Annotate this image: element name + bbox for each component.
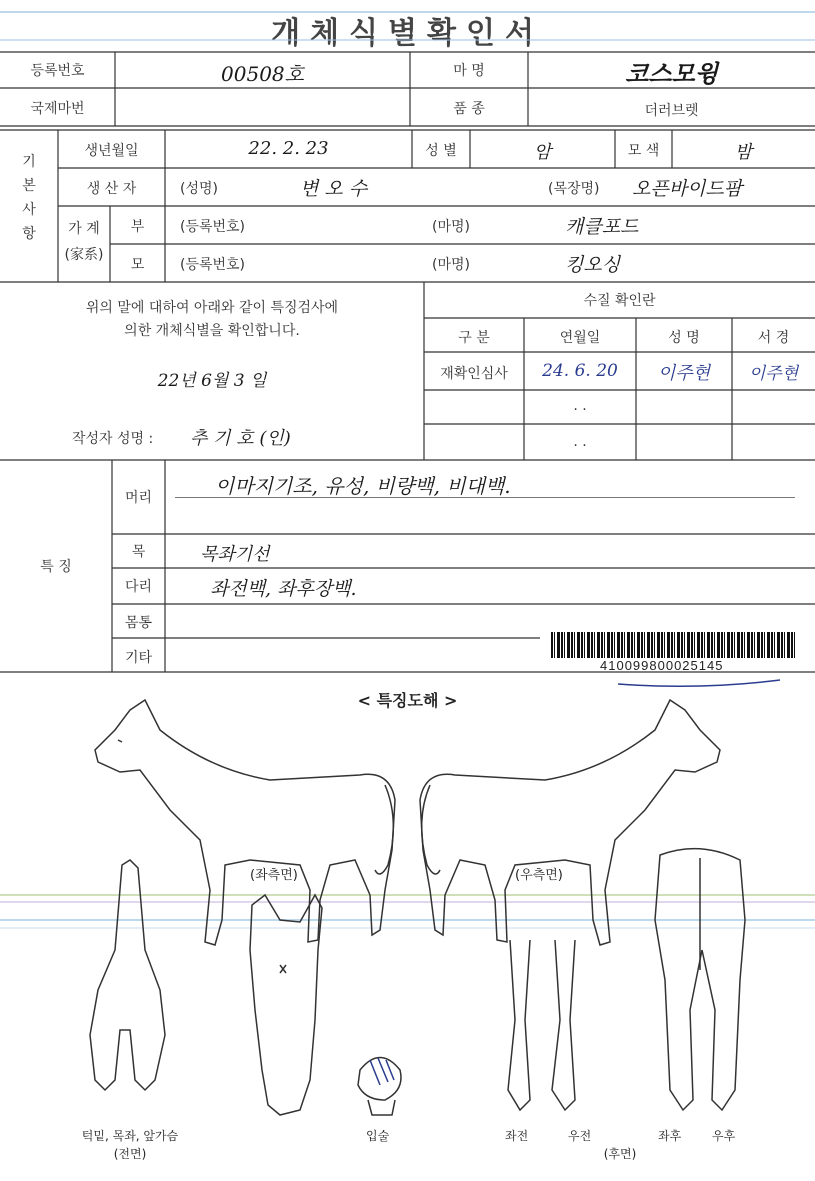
head-label: 머리	[124, 490, 153, 506]
breeder-name-label: (성명)	[180, 181, 218, 197]
horse-head-view	[250, 895, 322, 1115]
farm-value: 오픈바이드팜	[632, 178, 743, 200]
breed-value: 더러브렛	[644, 103, 699, 119]
sex-value: 암	[533, 142, 552, 163]
sampling-title: 수질 확인란	[583, 293, 656, 309]
basic-label-char: 본	[22, 178, 36, 194]
left-side-caption: (좌측면)	[250, 868, 298, 883]
barcode-image	[551, 632, 797, 658]
front-caption: 턱밑, 목좌, 앞가슴	[81, 1129, 179, 1143]
horse-name-value: 코스모윙	[625, 59, 718, 88]
row1-name: 이주현	[657, 363, 711, 384]
leg-lh-caption: 좌후	[658, 1129, 682, 1143]
row3-date: . .	[573, 434, 587, 450]
etc-label: 기타	[124, 650, 153, 666]
col-sign: 서 경	[757, 330, 790, 346]
lineage-sub: (家系)	[64, 247, 104, 263]
neck-value: 목좌기선	[200, 544, 270, 565]
col-category: 구 분	[458, 330, 490, 346]
horse-rear-view	[655, 849, 745, 1110]
dam-name-value: 킹오싱	[565, 254, 621, 276]
barcode-number: 410099800025145	[600, 658, 724, 673]
row1-category: 재확인심사	[440, 366, 508, 382]
right-side-caption: (우측면)	[515, 868, 563, 883]
horse-right-side	[420, 700, 720, 945]
head-value: 이마지기조, 유성, 비량백, 비대백.	[215, 474, 511, 498]
coat-value: 밤	[734, 142, 753, 163]
sex-label: 성 별	[425, 143, 457, 159]
dam-label: 모	[130, 257, 145, 273]
basic-section-label	[0, 150, 58, 246]
horse-diagram	[0, 690, 815, 1160]
neck-label: 목	[131, 544, 146, 560]
legs-label: 다리	[124, 579, 153, 595]
horse-muzzle-view	[358, 1058, 401, 1116]
author-value: 추 기 호 (인)	[190, 428, 291, 449]
row2-date: . .	[573, 398, 587, 414]
dam-reg-label: (등록번호)	[180, 257, 246, 273]
basic-label-char: 항	[22, 226, 36, 242]
horse-front-view	[90, 860, 165, 1090]
birth-value: 22. 2. 23	[248, 138, 329, 159]
basic-label-char: 기	[22, 154, 36, 170]
body-label: 몸통	[124, 615, 153, 631]
dam-name-label: (마명)	[432, 257, 470, 273]
legs-value: 좌전백, 좌후장백.	[210, 578, 357, 600]
front-caption-sub: (전면)	[113, 1147, 147, 1161]
breeder-label: 생 산 자	[86, 181, 137, 197]
breed-label: 품 종	[453, 101, 485, 117]
farm-label: (목장명)	[548, 181, 600, 197]
muzzle-caption: 입술	[366, 1129, 390, 1143]
sire-name-label: (마명)	[432, 219, 470, 235]
sire-name-value: 캐클포드	[565, 216, 639, 238]
intl-no-label: 국제마번	[30, 101, 85, 117]
features-section-label: 특 징	[40, 559, 72, 575]
confirm-date: 22년 6월 3 일	[157, 371, 267, 391]
horse-front-legs	[508, 940, 575, 1110]
birth-label: 생년월일	[84, 143, 139, 159]
horse-name-label: 마 명	[453, 63, 485, 79]
horse-left-side	[95, 700, 395, 945]
sire-reg-label: (등록번호)	[180, 219, 246, 235]
basic-label-char: 사	[22, 202, 36, 218]
reg-no-label: 등록번호	[30, 63, 85, 79]
lineage-label: 가 계	[68, 221, 100, 237]
page-title: 개체식별확인서	[271, 16, 544, 51]
diagram-title: < 특징도해 >	[357, 691, 458, 710]
rear-caption: (후면)	[603, 1147, 637, 1161]
author-label: 작성자 성명 :	[72, 431, 154, 447]
col-date: 연월일	[559, 330, 601, 346]
confirm-text-line2: 의한 개체식별을 확인합니다.	[124, 323, 300, 339]
confirm-text-line1: 위의 말에 대하여 아래와 같이 특징검사에	[85, 300, 339, 316]
row1-date: 24. 6. 20	[542, 361, 618, 381]
leg-lf-caption: 좌전	[505, 1129, 529, 1143]
col-name: 성 명	[668, 330, 700, 346]
row1-sign: 이주현	[748, 364, 799, 384]
leg-rf-caption: 우전	[568, 1129, 592, 1143]
coat-label: 모 색	[627, 143, 660, 159]
sire-label: 부	[130, 219, 145, 235]
breeder-name-value: 변 오 수	[300, 178, 368, 200]
reg-no-value: 00508호	[221, 62, 304, 86]
leg-rh-caption: 우후	[712, 1129, 736, 1143]
